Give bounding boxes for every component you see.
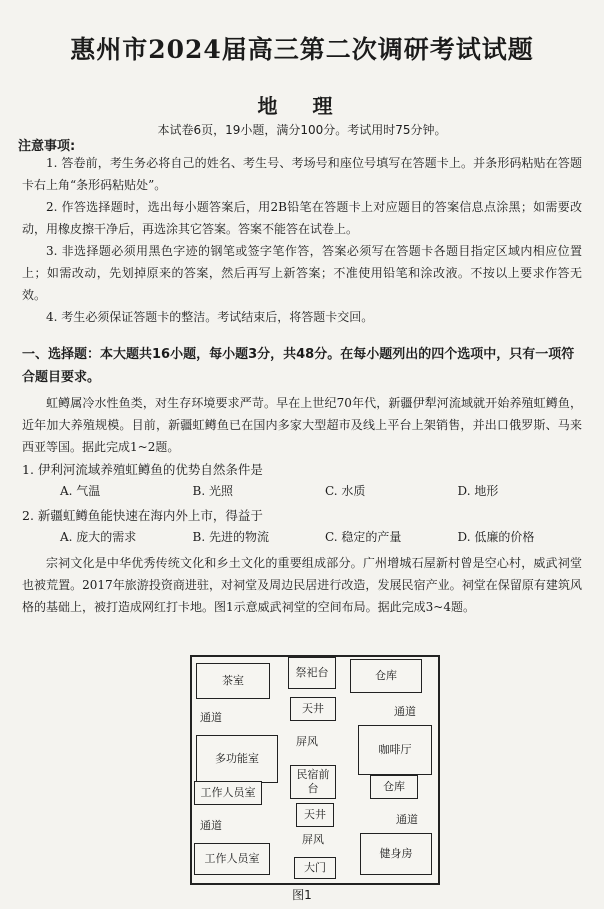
q1-option-a: A. 气温 [60, 484, 101, 498]
floor-plan-figure [190, 655, 440, 885]
room-staff-1: 工作人员室 [194, 781, 262, 805]
room-storage-mid: 仓库 [370, 775, 418, 799]
room-courtyard-bottom: 天井 [296, 803, 334, 827]
label-corridor-tr: 通道 [394, 705, 416, 718]
notice-heading: 注意事项: [18, 139, 76, 154]
passage-2: 宗祠文化是中华优秀传统文化和乡土文化的重要组成部分。广州增城石屋新村曾是空心村，威武祠堂也被荒置。2017年旅游投资商进驻，对祠堂及周边民居进行改造，发展民宿产业。祠堂在保留原有建筑风格的基础上，被打造成网红打卡地。图1示意威武祠堂的空间布局。据此完成3~4题。 [22, 556, 582, 614]
notice-item-3: 3. 非选择题必须用黑色字迹的钢笔或签字笔作答，答案必须写在答题卡各题目指定区域内相应位置上；如需改动，先划掉原来的答案，然后再写上新答案；不准使用铅笔和涂改液。不按以上要求作答无效。 [22, 244, 582, 302]
label-corridor-tl: 通道 [200, 711, 222, 724]
question-1-options [60, 481, 590, 501]
q1-option-c: C. 水质 [325, 484, 366, 498]
room-multi-function: 多功能室 [196, 735, 278, 783]
q2-option-b: B. 先进的物流 [192, 530, 269, 544]
q2-option-d: D. 低廉的价格 [457, 530, 535, 544]
question-1-stem: 1. 伊利河流域养殖虹鳟鱼的优势自然条件是 [22, 462, 263, 477]
notice-item-4: 4. 考生必须保证答题卡的整洁。考试结束后，将答题卡交回。 [46, 310, 374, 324]
label-screen-top: 屏风 [296, 735, 318, 748]
notice-item-1: 1. 答卷前，考生务必将自己的姓名、考生号、考场号和座位号填写在答题卡上。并条形码粘贴在答题卡右上角“条形码粘贴处”。 [22, 156, 582, 192]
room-cafe: 咖啡厅 [358, 725, 432, 775]
question-2-options [60, 527, 590, 547]
label-corridor-br: 通道 [396, 813, 418, 826]
room-reception: 民宿前台 [290, 765, 336, 799]
label-screen-bottom: 屏风 [302, 833, 324, 846]
section-heading: 一、选择题：本大题共16小题，每小题3分，共48分。在每小题列出的四个选项中，只有一项符合题目要求。 [22, 347, 575, 385]
q2-option-a: A. 庞大的需求 [60, 530, 137, 544]
exam-title: 惠州市2024届高三第二次调研考试试题 [70, 35, 534, 64]
room-courtyard-top: 天井 [290, 697, 336, 721]
room-staff-2: 工作人员室 [194, 843, 270, 875]
q1-option-b: B. 光照 [192, 484, 233, 498]
room-tea: 茶室 [196, 663, 270, 699]
subject-title: 地 理 [257, 94, 347, 118]
q1-option-d: D. 地形 [457, 484, 499, 498]
passage-1: 虹鳟属冷水性鱼类，对生存环境要求严苛。早在上世纪70年代，新疆伊犁河流域就开始养殖虹鳟鱼，近年加大养殖规模。目前，新疆虹鳟鱼已在国内多家大型超市及线上平台上架销售，并出口俄罗斯、马来西亚等国。据此完成1~2题。 [22, 396, 582, 454]
room-gym: 健身房 [360, 833, 432, 875]
label-corridor-bl: 通道 [200, 819, 222, 832]
figure-caption: 图1 [292, 888, 312, 902]
room-altar: 祭祀台 [288, 657, 336, 689]
question-2-stem: 2. 新疆虹鳟鱼能快速在海内外上市，得益于 [22, 508, 263, 523]
notice-item-2: 2. 作答选择题时，选出每小题答案后，用2B铅笔在答题卡上对应题目的答案信息点涂黑；如需要改动，用橡皮擦干净后，再选涂其它答案。答案不能答在试卷上。 [22, 200, 582, 236]
exam-meta: 本试卷6页，19小题，满分100分。考试用时75分钟。 [157, 123, 447, 137]
q2-option-c: C. 稳定的产量 [325, 530, 402, 544]
room-gate: 大门 [294, 857, 336, 879]
room-storage-top: 仓库 [350, 659, 422, 693]
